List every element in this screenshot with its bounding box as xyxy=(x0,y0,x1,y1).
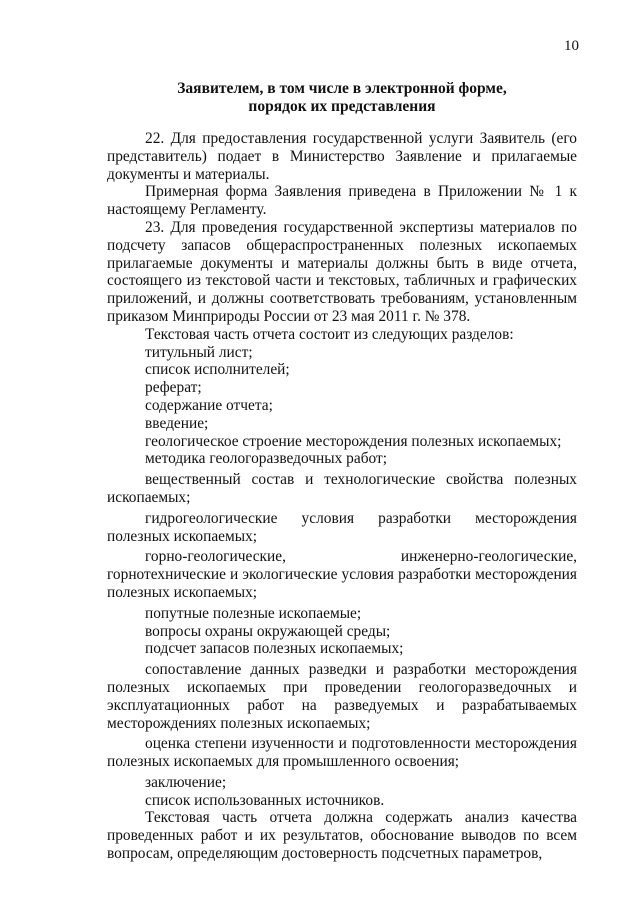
section-list-item: горно-геологические, инженерно-геологические, горнотехнические и экологические условия разработки месторождения полезных ископаемых; xyxy=(107,548,577,601)
section-list-item: содержание отчета; xyxy=(145,396,273,414)
heading-line-2: порядок их представления xyxy=(248,98,436,115)
section-list-item: вещественный состав и технологические свойства полезных ископаемых; xyxy=(107,471,577,506)
section-heading xyxy=(107,80,577,116)
paragraph-text-requirements: Текстовая часть отчета должна содержать анализ качества проведенных работ и их результатов, обоснование выводов по всем вопросам, определяющим достоверность подсчетных параметров, xyxy=(107,809,577,863)
section-list-item: геологическое строение месторождения полезных ископаемых; xyxy=(145,432,562,450)
section-list-item: методика геологоразведочных работ; xyxy=(145,450,388,468)
section-list-item: введение; xyxy=(145,414,209,432)
section-list-item: попутные полезные ископаемые; xyxy=(145,604,362,622)
paragraph-sections-intro: Текстовая часть отчета состоит из следующих разделов: xyxy=(145,325,514,343)
section-list-item: подсчет запасов полезных ископаемых; xyxy=(145,640,404,658)
section-list-item: оценка степени изученности и подготовленности месторождения полезных ископаемых для промышленного освоения; xyxy=(107,735,577,771)
section-list-item: список использованных источников. xyxy=(145,791,385,809)
section-list-item: сопоставление данных разведки и разработки месторождения полезных ископаемых при проведении геологоразведочных и эксплуатационных работ на разведуемых и разрабатываемых месторождениях полезных ископаемых; xyxy=(107,661,577,732)
paragraph-23: 23. Для проведения государственной экспертизы материалов по подсчету запасов общераспространенных полезных ископаемых прилагаемые документы и материалы должны быть в виде отчета, состоящего из текстовой части и текстовых, табличных и графических приложений, и должны соответствовать требованиям, установленным приказом Минприроды России от 23 мая 2011 г. № 378. xyxy=(107,218,577,325)
section-list-item: титульный лист; xyxy=(145,343,253,361)
paragraph-22: 22. Для предоставления государственной услуги Заявитель (его представитель) подает в Министерство Заявление и прилагаемые документы и материалы. xyxy=(107,130,577,183)
section-list-item: список исполнителей; xyxy=(145,361,290,379)
page-number: 10 xyxy=(564,38,579,54)
section-list-item: заключение; xyxy=(145,773,227,791)
document-body xyxy=(107,130,577,863)
heading-line-1: Заявителем, в том числе в электронной форме, xyxy=(177,80,507,97)
section-list-item: вопросы охраны окружающей среды; xyxy=(145,622,391,640)
section-list-item: реферат; xyxy=(145,379,202,397)
section-list-item: гидрогеологические условия разработки месторождения полезных ископаемых; xyxy=(107,509,577,545)
paragraph-application-form: Примерная форма Заявления приведена в Приложении № 1 к настоящему Регламенту. xyxy=(107,183,577,219)
